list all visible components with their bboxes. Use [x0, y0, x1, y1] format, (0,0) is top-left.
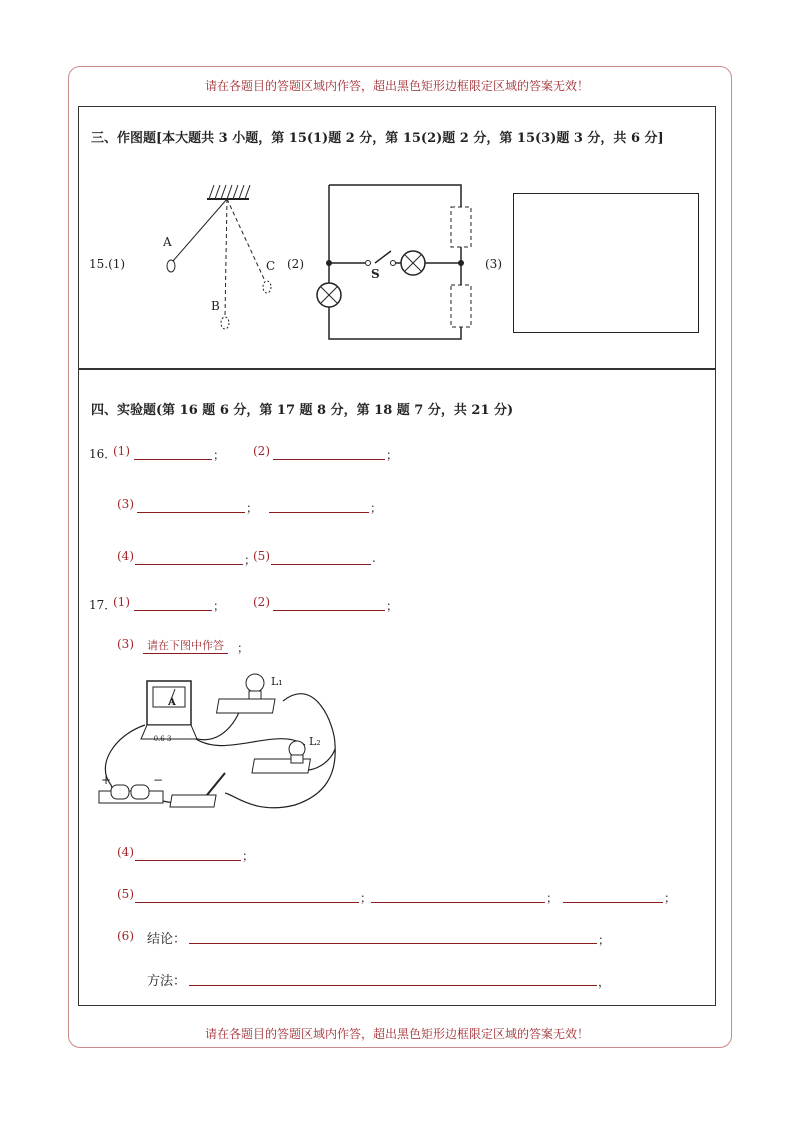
q17-p5-answer-line-b[interactable] [371, 902, 545, 903]
q17-p4-semicolon: ； [242, 849, 255, 863]
bottom-notice: 请在各题目的答题区域内作答，超出黑色矩形边框限定区域的答案无效！ [204, 1027, 589, 1041]
q16-p3-answer-line-b[interactable] [269, 512, 369, 513]
top-notice: 请在各题目的答题区域内作答，超出黑色矩形边框限定区域的答案无效！ [204, 79, 589, 93]
q17-p1-answer-line[interactable] [134, 610, 212, 611]
circuit-figure [309, 177, 469, 347]
q17-p2-semicolon: ； [386, 599, 399, 613]
section4-title: 四、实验题(第 16 题 6 分，第 17 题 8 分，第 18 题 7 分，共 21 分) [91, 403, 514, 418]
ammeter-range: - 0.6 3 [149, 735, 172, 743]
q15-part3-drawing-area[interactable] [513, 193, 699, 333]
q16-p5-period: . [372, 551, 376, 565]
q16-p2-label: (2) [253, 444, 270, 458]
section3-title: 三、作图题[本大题共 3 小题，第 15(1)题 2 分，第 15(2)题 2 分，第 15(3)题 3 分，共 6 分] [91, 131, 664, 146]
q16-p4-semicolon: ； [244, 553, 257, 567]
ammeter-label: A [168, 697, 176, 708]
q17-p2-answer-line[interactable] [273, 610, 385, 611]
q16-p3-answer-line-a[interactable] [137, 512, 245, 513]
q16-p1-semicolon: ； [213, 448, 226, 462]
section3-box [78, 106, 716, 370]
switch-label: S [371, 267, 380, 281]
method-comma: ， [598, 975, 611, 989]
q16-p5-label: (5) [253, 549, 270, 563]
q16-p4-label: (4) [117, 549, 134, 563]
q16-p4-answer-line[interactable] [135, 564, 243, 565]
q17-p3-instruction: 请在下图中作答 [143, 637, 228, 654]
q17-p5-semicolon-a: ； [360, 891, 373, 905]
q15-part3-label: (3) [485, 257, 502, 271]
q17-p5-answer-line-c[interactable] [563, 902, 663, 903]
q16-p2-answer-line[interactable] [273, 459, 385, 460]
q17-p3-label: (3) [117, 637, 134, 651]
conclusion-semicolon: ； [598, 933, 611, 947]
q15-label: 15.(1) [89, 257, 126, 271]
q16-label: 16． [89, 447, 117, 461]
q16-p2-semicolon: ； [386, 448, 399, 462]
method-label: 方法： [147, 974, 187, 989]
q15-part2-label: (2) [287, 257, 304, 271]
q17-label: 17． [89, 598, 117, 612]
battery-minus-label: − [153, 773, 164, 787]
conclusion-answer-line[interactable] [189, 943, 597, 944]
bulb2-label: L₂ [309, 735, 321, 748]
q17-p1-semicolon: ； [213, 599, 226, 613]
battery-plus-label: + [101, 773, 112, 787]
pendulum-label-a: A [163, 235, 172, 249]
q17-p6-label: (6) [117, 929, 134, 943]
pendulum-label-c: C [266, 259, 276, 273]
q16-p3-semicolon-a: ； [246, 501, 259, 515]
conclusion-label: 结论： [147, 932, 187, 947]
q17-p3-semicolon: ； [237, 641, 250, 655]
method-answer-line[interactable] [189, 985, 597, 986]
q17-p4-label: (4) [117, 845, 134, 859]
pendulum-figure [159, 177, 279, 337]
q17-p5-label: (5) [117, 887, 134, 901]
q16-p5-answer-line[interactable] [271, 564, 371, 565]
q17-p4-answer-line[interactable] [135, 860, 241, 861]
bulb1-label: L₁ [271, 675, 283, 688]
q16-p1-answer-line[interactable] [134, 459, 212, 460]
q17-p5-semicolon-c: ； [664, 891, 677, 905]
section4-box [78, 368, 716, 1006]
q17-p1-label: (1) [113, 595, 130, 609]
q17-p2-label: (2) [253, 595, 270, 609]
pendulum-label-b: B [211, 299, 220, 313]
q17-p5-semicolon-b: ； [546, 891, 559, 905]
q17-p5-answer-line-a[interactable] [135, 902, 359, 903]
q16-p3-semicolon-b: ； [370, 501, 383, 515]
q16-p1-label: (1) [113, 444, 130, 458]
q16-p3-label: (3) [117, 497, 134, 511]
